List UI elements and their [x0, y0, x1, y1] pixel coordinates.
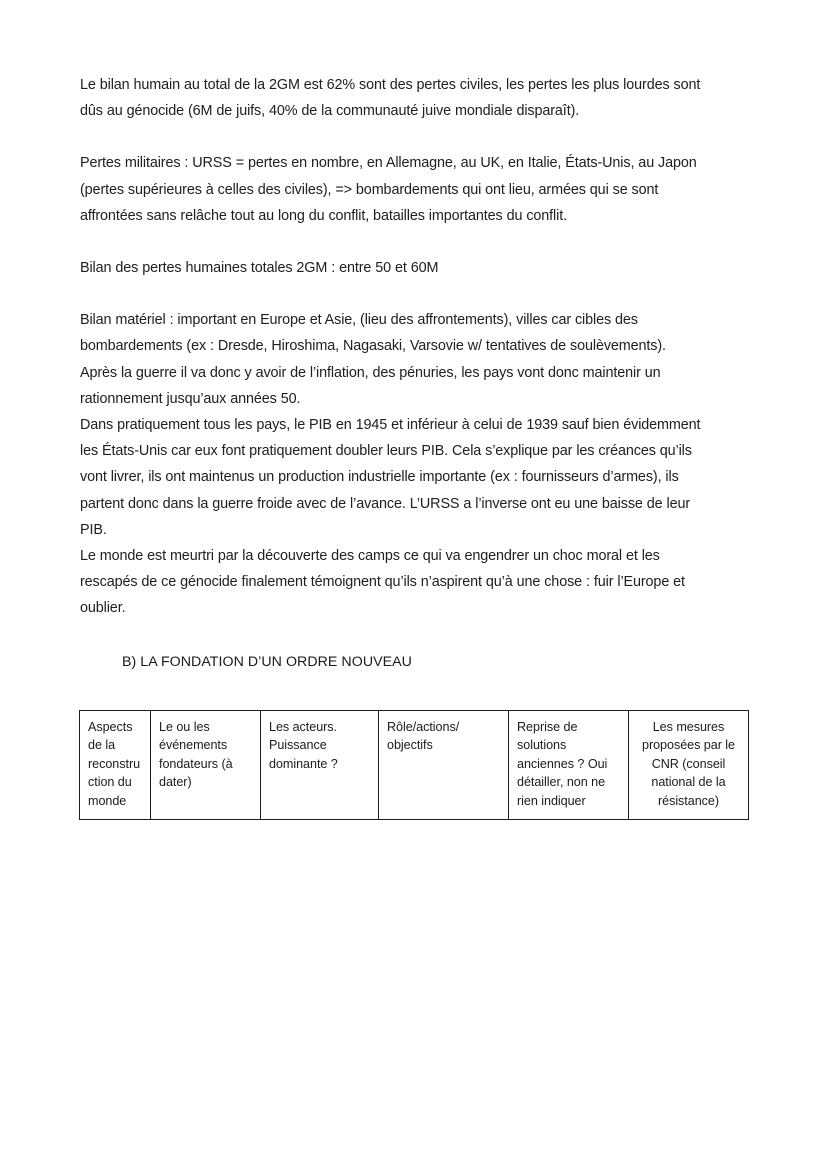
paragraph-line: Pertes militaires : URSS = pertes en nombre, en Allemagne, au UK, en Italie, États-Unis, au Japon — [80, 155, 697, 172]
paragraph-bilan-pertes-totales — [80, 255, 744, 281]
table-cell-reprise — [509, 711, 629, 820]
paragraph-line: PIB. — [80, 521, 107, 538]
paragraph-line: rescapés de ce génocide finalement témoignent qu’ils n’aspirent qu’à une chose : fuir l’Europe et — [80, 574, 685, 591]
cell-line: rien indiquer — [517, 793, 586, 808]
paragraph-line: Le bilan humain au total de la 2GM est 62% sont des pertes civiles, les pertes les plus lourdes sont — [80, 77, 701, 93]
table-cell-evenements — [151, 711, 261, 820]
paragraph-spacer — [80, 281, 744, 307]
paragraph-line: dûs au génocide (6M de juifs, 40% de la communauté juive mondiale disparaît). — [80, 103, 580, 120]
cell-line: Rôle/actions/ — [387, 720, 460, 734]
table-row — [80, 711, 749, 820]
paragraph-line: oublier. — [80, 600, 126, 617]
paragraph-bilan-humain — [80, 72, 744, 124]
table-cell-acteurs — [261, 711, 379, 820]
table-cell-cnr — [629, 711, 749, 820]
cell-line: Reprise de — [517, 720, 578, 734]
cell-line: solutions — [517, 738, 567, 753]
paragraph-line: partent donc dans la guerre froide avec de l’avance. L’URSS a l’inverse ont eu une baisse de leur — [80, 495, 691, 512]
table-cell-aspects — [80, 711, 151, 820]
cell-line: résistance) — [657, 793, 720, 808]
paragraph-pertes-militaires — [80, 150, 744, 229]
paragraph-bilan-materiel — [80, 307, 744, 621]
cell-line: Puissance — [269, 738, 327, 753]
cell-line: fondateurs (à — [159, 756, 233, 771]
paragraph-line: Bilan des pertes humaines totales 2GM : entre 50 et 60M — [80, 260, 439, 277]
cell-line: objectifs — [387, 738, 433, 753]
cell-line: CNR (conseil — [651, 756, 726, 771]
document-body — [80, 72, 744, 622]
cell-line: Aspects — [88, 720, 133, 734]
paragraph-line: Bilan matériel : important en Europe et Asie, (lieu des affrontements), villes car cibles des — [80, 312, 638, 329]
table-cell-role — [379, 711, 509, 820]
cell-line: Les acteurs. — [269, 720, 338, 734]
paragraph-line: rationnement jusqu’aux années 50. — [80, 390, 301, 407]
cell-line: événements — [159, 738, 228, 753]
section-heading: B) LA FONDATION D’UN ORDRE NOUVEAU — [122, 654, 412, 670]
cell-line: national de la — [651, 775, 726, 790]
paragraph-spacer — [80, 229, 744, 255]
paragraph-spacer — [80, 124, 744, 150]
paragraph-line: vont livrer, ils ont maintenus un production industrielle importante (ex : fournisseurs d’armes), ils — [80, 469, 679, 486]
cell-line: de la — [88, 738, 116, 753]
cell-line: Le ou les — [159, 720, 210, 734]
paragraph-line: les États-Unis car eux font pratiquement doubler leurs PIB. Cela s’explique par les créances qu’ils — [80, 443, 692, 460]
paragraph-line: (pertes supérieures à celles des civiles), => bombardements qui ont lieu, armées qui se sont — [80, 181, 659, 198]
cell-line: détailler, non ne — [517, 775, 606, 790]
paragraph-line: affrontées sans relâche tout au long du conflit, batailles importantes du conflit. — [80, 207, 567, 224]
paragraph-line: Dans pratiquement tous les pays, le PIB en 1945 et inférieur à celui de 1939 sauf bien évidemment — [80, 417, 701, 434]
reconstruction-table — [79, 710, 749, 820]
cell-line: anciennes ? Oui — [517, 756, 608, 771]
paragraph-line: Après la guerre il va donc y avoir de l’inflation, des pénuries, les pays vont donc maintenir un — [80, 364, 661, 381]
cell-line: monde — [88, 793, 127, 808]
cell-line: Les mesures — [652, 720, 725, 734]
cell-line: ction du — [88, 775, 132, 790]
reconstruction-table-wrapper — [79, 710, 748, 820]
paragraph-line: Le monde est meurtri par la découverte des camps ce qui va engendrer un choc moral et les — [80, 548, 660, 565]
cell-line: reconstru — [88, 756, 141, 771]
cell-line: proposées par le — [641, 738, 735, 753]
cell-line: dominante ? — [269, 756, 338, 771]
cell-line: dater) — [159, 775, 192, 790]
paragraph-line: bombardements (ex : Dresde, Hiroshima, Nagasaki, Varsovie w/ tentatives de soulèvements). — [80, 338, 666, 355]
